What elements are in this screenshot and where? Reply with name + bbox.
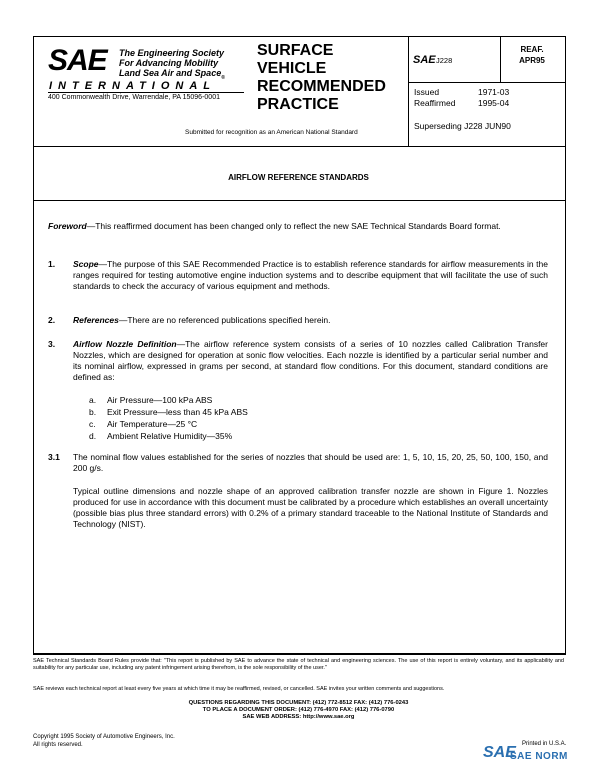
condition-item: b. [89,407,97,417]
printed-note: Printed in U.S.A. [522,741,567,747]
reaffirmation-stamp: REAF. APR95 [519,45,545,65]
international-label: INTERNATIONAL [49,80,217,92]
society-address: 400 Commonwealth Drive, Warrendale, PA 15096-0001 [48,94,220,101]
header-vdivider-1 [408,36,409,146]
condition-text: Air Temperature—25 °C [107,419,198,429]
section-3-1-outline: Typical outline dimensions and nozzle shape of an approved calibration transfer nozzle are shown in Figure 1. Nozzles produced for use in accordance with this document must be calibrated by a procedure which establishes an overall uncertainty (possible bias plus three standard errors) with 0.2% of a primary standard traceable to the National Institute of Standards and Technology (NIST). [73,486,548,529]
footer-questions: QUESTIONS REGARDING THIS DOCUMENT: (412) 772-8512 FAX: (412) 776-0243 [188,700,409,706]
header-vdivider-2 [500,36,501,82]
condition-item: c. [89,419,96,429]
logo-rule [48,92,244,93]
submitted-note: Submitted for recognition as an American National Standard [185,129,358,136]
sae-norm-logo: SAE [483,744,516,761]
header-divider [33,146,565,147]
copyright: Copyright 1995 Society of Automotive Engineers, Inc. All rights reserved. [33,734,175,748]
superseding-note: Superseding J228 JUN90 [414,121,511,131]
footer-disclaimer-1: SAE Technical Standards Board Rules provide that: "This report is published by SAE to advance the state of technical and engineering sciences. The use of this report is entirely voluntary, and its applicability and suitability for any particular use, including any patent infringement arising therefrom, is the sole responsibility of the user." [33,658,564,671]
document-type: SURFACE VEHICLE RECOMMENDED PRACTICE [257,42,386,113]
condition-text: Air Pressure—100 kPa ABS [107,395,213,405]
section-2-references: References—There are no referenced publications specified herein. [73,315,331,325]
section-1-number: 1. [48,259,56,269]
footer-web: SAE WEB ADDRESS: http://www.sae.org [242,714,355,720]
issue-dates: Issued 1971-03 Reaffirmed 1995-04 [414,87,510,108]
section-3-1-number: 3.1 [48,452,60,462]
sae-norm-text: SAE NORM [510,751,568,762]
section-1-scope: Scope—The purpose of this SAE Recommended Practice is to establish reference standards for airflow measurements in the ranges required for testing automotive engine induction systems and to describe equipment that will facilitate the use of such standards to check the accuracy of various equipment and methods. [73,259,548,291]
title-divider [33,200,565,201]
section-2-number: 2. [48,315,56,325]
footer-disclaimer-2: SAE reviews each technical report at least every five years at which time it may be reaffirmed, revised, or cancelled. SAE invites your written comments and suggestions. [33,686,445,692]
section-3-number: 3. [48,339,56,349]
condition-item: a. [89,395,97,405]
sae-small-logo: SAE [413,54,436,66]
header-hdivider-right [408,82,565,83]
sae-logo: SAE [48,44,107,77]
document-number: J228 [436,56,453,65]
condition-item: d. [89,431,97,441]
society-tagline: The Engineering Society For Advancing Mobility Land Sea Air and Space$_®$ [119,48,225,81]
condition-text: Exit Pressure—less than 45 kPa ABS [107,407,248,417]
condition-text: Ambient Relative Humidity—35% [107,431,233,441]
document-title: AIRFLOW REFERENCE STANDARDS [228,173,369,182]
foreword: Foreword—This reaffirmed document has been changed only to reflect the new SAE Technical Standards Board format. [48,221,501,231]
footer-order: TO PLACE A DOCUMENT ORDER: (412) 776-4970 FAX: (412) 776-0790 [202,707,395,713]
section-3-nozzle-definition: Airflow Nozzle Definition—The airflow reference system consists of a series of 10 nozzles called Calibration Transfer Nozzles, which are designed for operation at sonic flow velocities. Each nozzle is identified by a particular serial number and its nominal airflow, expressed in grams per second, at standard flow conditions. For this document, standard conditions are defined as: [73,339,548,382]
body-bottom-divider [33,653,565,654]
section-3-1-flow-values: The nominal flow values established for the series of nozzles that should be used are: 1, 5, 10, 15, 20, 25, 50, 100, 150, and 200 g/s. [73,452,548,473]
